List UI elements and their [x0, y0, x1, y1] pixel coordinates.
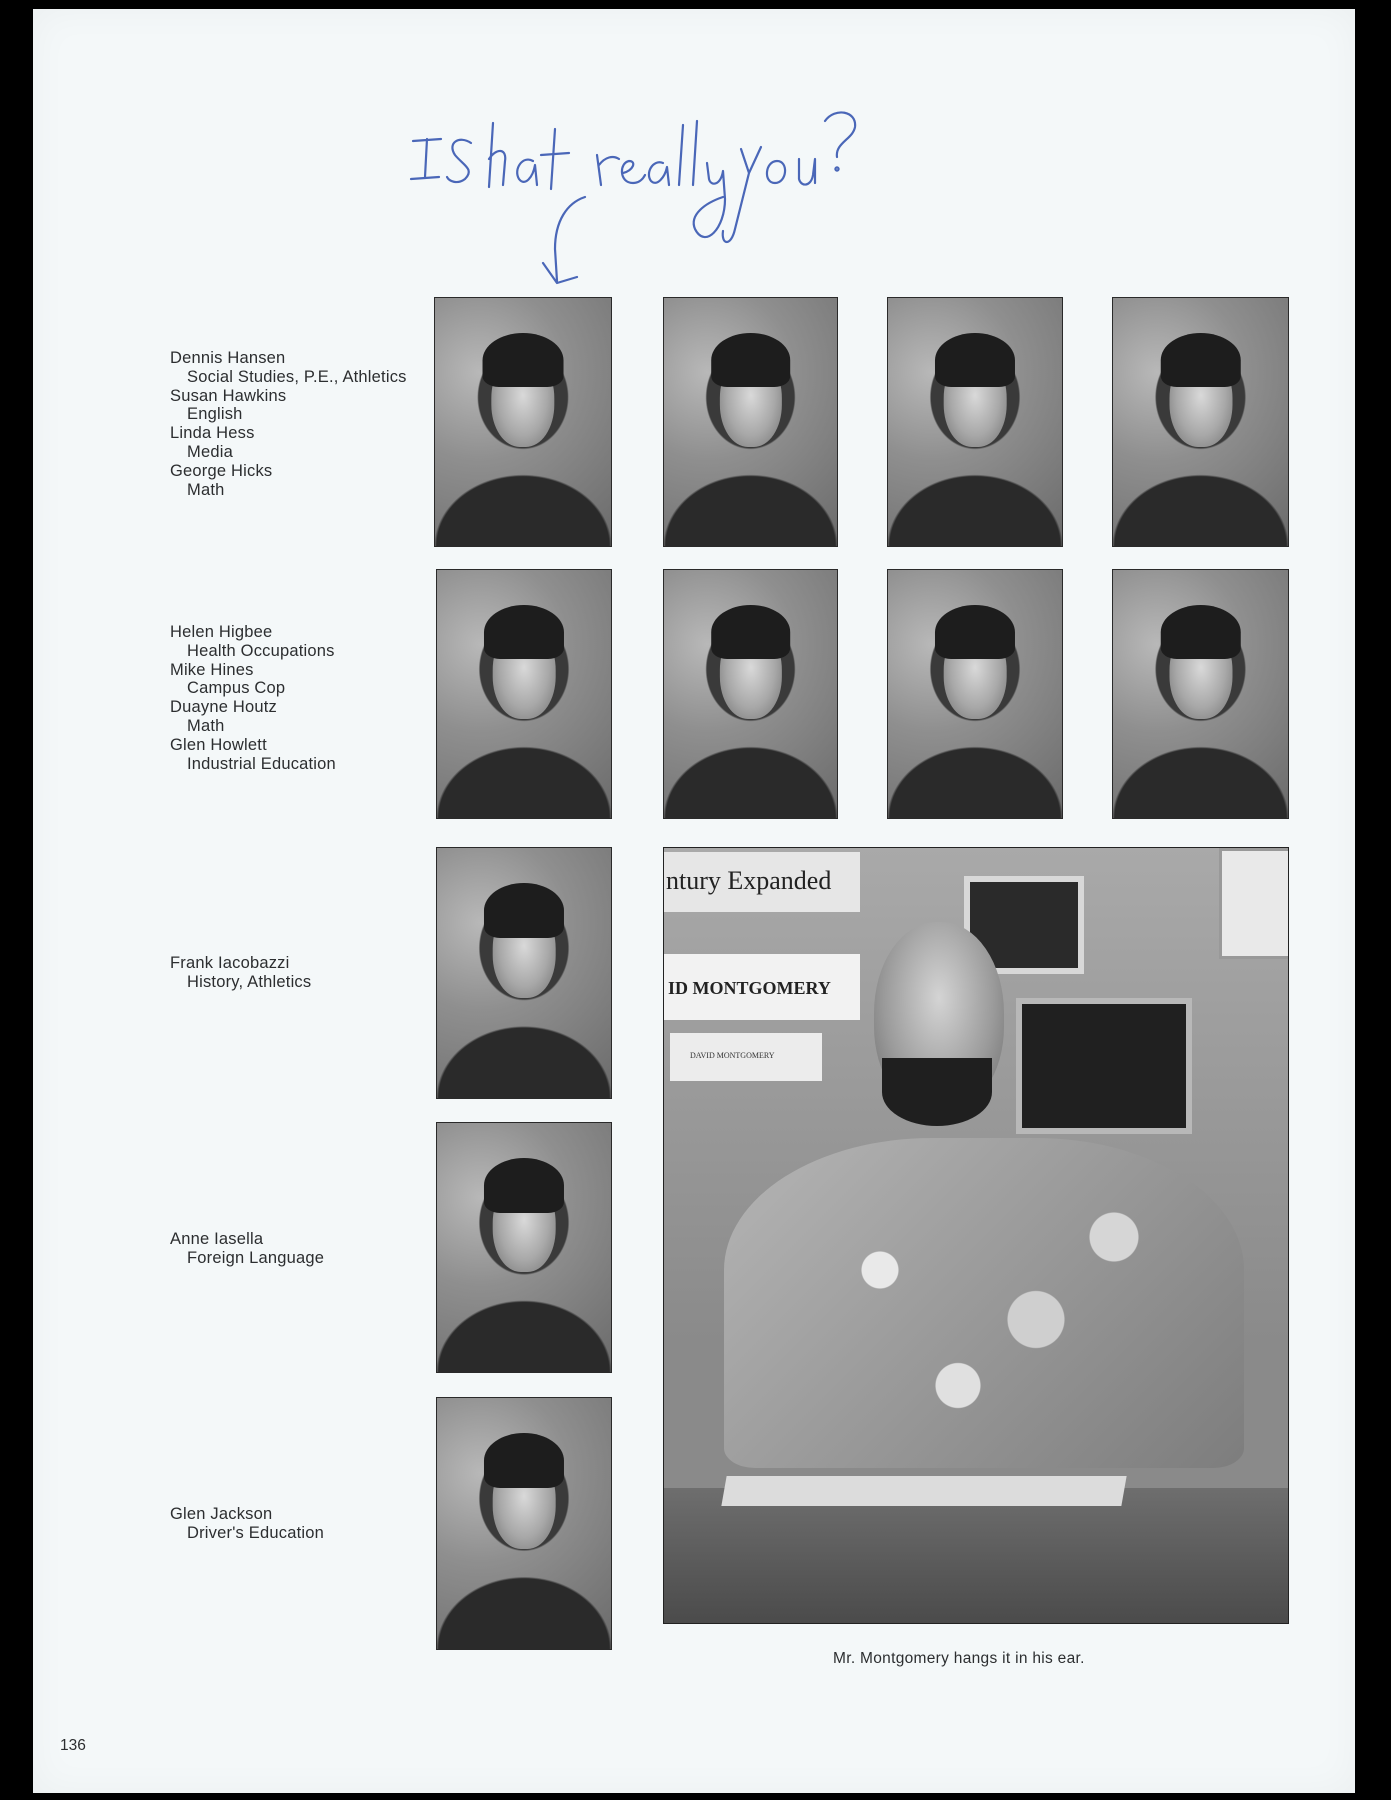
- portrait-photo: [887, 297, 1063, 547]
- teacher-name: Mike Hines: [170, 660, 254, 679]
- teacher-subject: Math: [187, 480, 225, 499]
- portrait-photo: [436, 569, 612, 819]
- teacher-subject: Industrial Education: [187, 754, 336, 773]
- teacher-subject: Media: [187, 442, 233, 461]
- handwritten-note: [405, 99, 905, 319]
- teacher-name: Dennis Hansen: [170, 349, 286, 367]
- teacher-subject: Social Studies, P.E., Athletics: [187, 367, 407, 386]
- teacher-name: Frank Iacobazzi: [170, 954, 290, 972]
- photo-caption: Mr. Montgomery hangs it in his ear.: [833, 1650, 1085, 1667]
- papers: [721, 1476, 1126, 1506]
- caption-group-2: [170, 623, 336, 773]
- teacher-name: Susan Hawkins: [170, 386, 287, 405]
- teacher-subject: History, Athletics: [187, 972, 312, 991]
- teacher-subject: English: [187, 405, 243, 424]
- poster: [1016, 998, 1192, 1134]
- teacher-name: Anne Iasella: [170, 1230, 264, 1248]
- teacher-name: Linda Hess: [170, 424, 255, 443]
- teacher-subject: Math: [187, 716, 225, 735]
- portrait-photo: [1112, 297, 1289, 547]
- portrait-photo: [434, 297, 612, 547]
- name-card: DAVID MONTGOMERY: [670, 1033, 822, 1081]
- teacher-name: Glen Howlett: [170, 735, 267, 754]
- classroom-sign: ntury Expanded: [664, 852, 860, 912]
- teacher-subject: Driver's Education: [187, 1523, 324, 1542]
- portrait-photo: [1112, 569, 1289, 819]
- name-sign: ID MONTGOMERY: [664, 954, 860, 1020]
- beard: [882, 1058, 992, 1126]
- caption-group-5: [170, 1505, 324, 1543]
- page-number: 136: [60, 1737, 86, 1754]
- teacher-name: George Hicks: [170, 461, 273, 480]
- caption-group-4: [170, 1230, 324, 1268]
- teacher-subject: Foreign Language: [187, 1248, 325, 1267]
- portrait-photo: [663, 297, 838, 547]
- teacher-figure: [724, 1138, 1244, 1468]
- portrait-photo: [663, 569, 838, 819]
- portrait-photo: [887, 569, 1063, 819]
- feature-photo: [663, 847, 1289, 1624]
- teacher-subject: Campus Cop: [187, 679, 286, 698]
- teacher-name: Helen Higbee: [170, 623, 273, 641]
- portrait-photo: [436, 1397, 612, 1650]
- teacher-subject: Health Occupations: [187, 641, 335, 660]
- caption-group-3: [170, 954, 311, 992]
- teacher-name: Duayne Houtz: [170, 698, 277, 717]
- teacher-name: Glen Jackson: [170, 1505, 273, 1523]
- picture-frame: [1219, 848, 1289, 959]
- desk: [664, 1488, 1288, 1623]
- caption-group-1: [170, 349, 407, 499]
- portrait-photo: [436, 1122, 612, 1373]
- yearbook-page: [33, 9, 1355, 1793]
- portrait-photo: [436, 847, 612, 1099]
